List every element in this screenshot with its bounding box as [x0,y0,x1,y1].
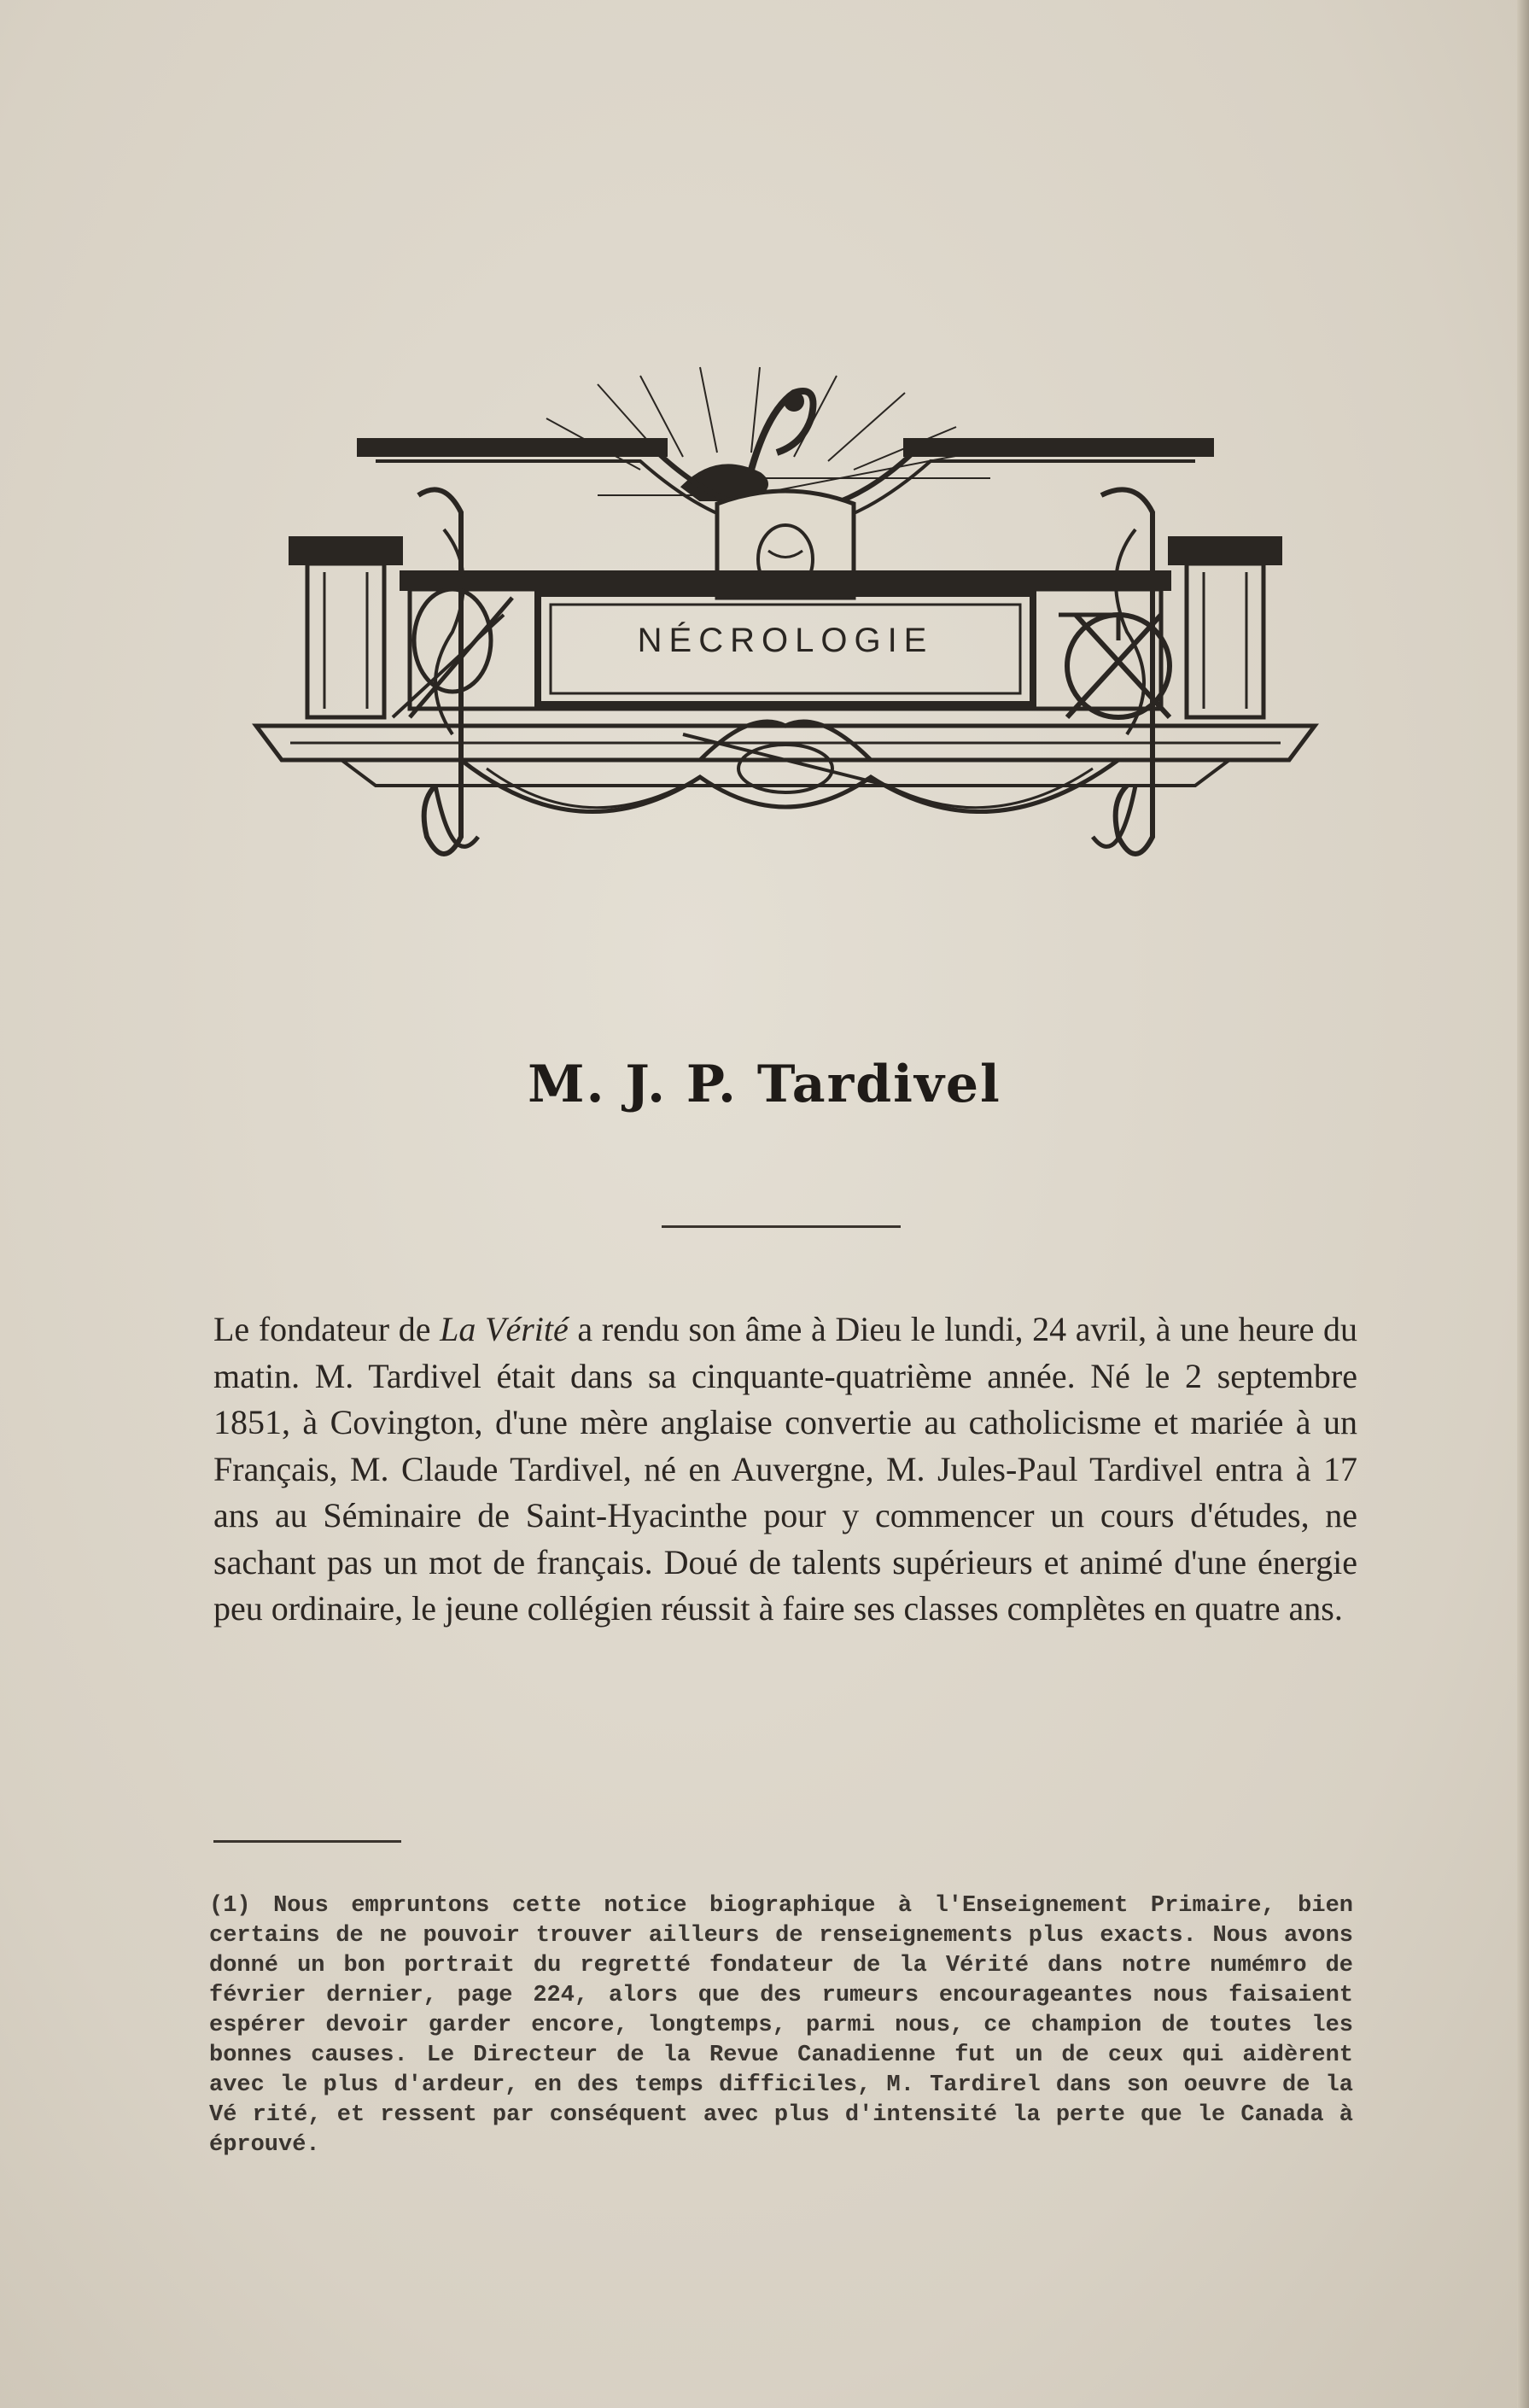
ornament-title: NÉCROLOGIE [637,621,934,659]
article-body [213,1306,1357,1633]
page-edge [1517,0,1529,2408]
body-rest: a rendu son âme à Dieu le lundi, 24 avril, à une heure du matin. M. Tardivel était dans sa cinquante-quatrième année. Né le 2 septembre 1851, à Covington, d'une mère anglaise convertie au catholicisme et mariée à un Français, M. Claude Tardivel, né en Auvergne, M. Jules-Paul Tardivel entra à 17 ans au Séminaire de Saint-Hyacinthe pour y commencer un cours d'études, ne sachant pas un mot de français. Doué de talents supérieurs et animé d'une énergie peu ordinaire, le jeune collégien réussit à faire ses classes complètes en quatre ans. [213,1310,1358,1628]
footnote: (1) Nous empruntons cette notice biographique à l'Enseignement Primaire, bien certains de ne pouvoir trouver ailleurs de renseignements plus exacts. Nous avons donné un bon portrait du regretté fondateur de la Vérité dans notre numémro de février dernier, page 224, alors que des rumeurs encourageantes nous faisaient espérer devoir garder encore, longtemps, parmi nous, ce champion de toutes les bonnes causes. Le Directeur de la Revue Canadienne fut un de ceux qui aidèrent avec le plus d'ardeur, en des temps difficiles, M. Tardirel dans son oeuvre de la Vé rité, et ressent par conséquent avec plus d'intensité la perte que le Canada à éprouvé. [209,1893,1353,2158]
footnote-divider [213,1840,401,1843]
wreath-icon [683,722,888,792]
article-heading: M. J. P. Tardivel [528,1055,1001,1114]
oil-lamp-icon [683,391,814,500]
heading-divider [662,1225,901,1228]
body-start: Le fondateur de [213,1310,441,1348]
publication-title: La Vérité [440,1310,569,1348]
